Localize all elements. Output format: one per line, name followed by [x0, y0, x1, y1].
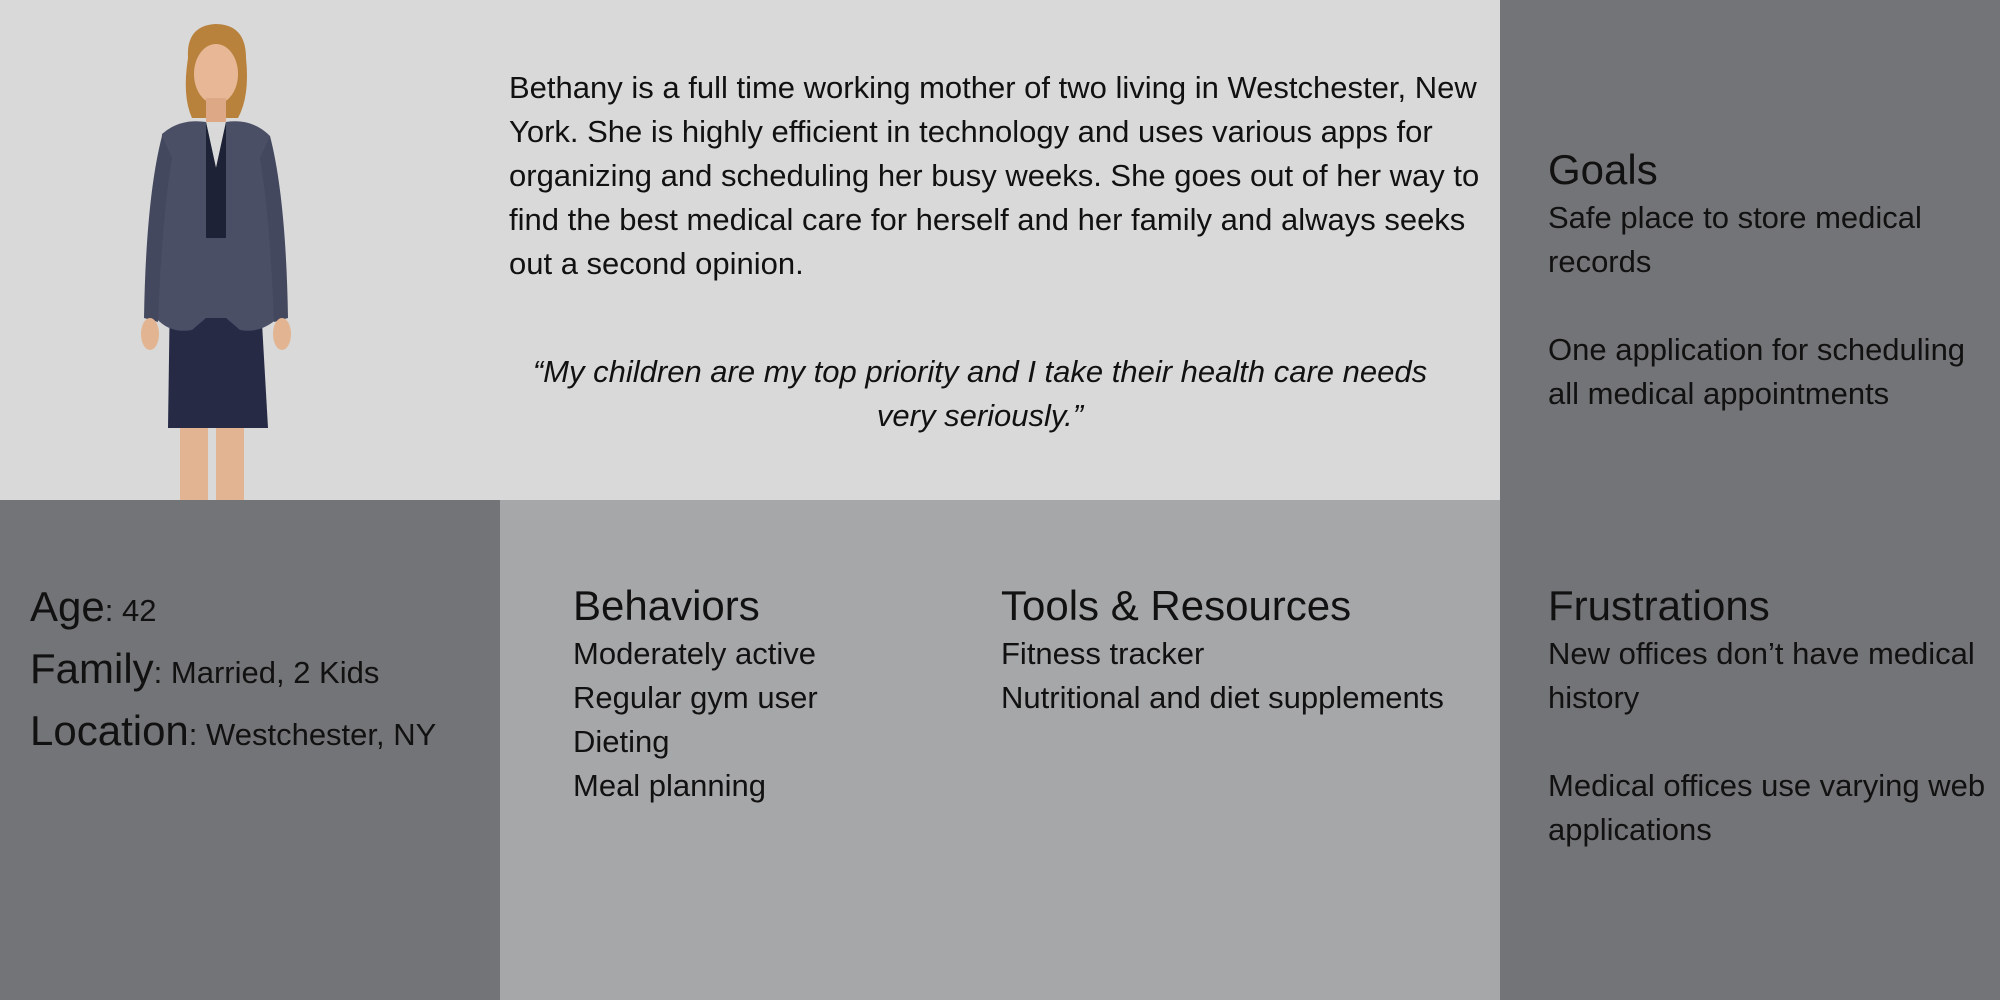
goals-heading: Goals — [1548, 146, 1658, 193]
location-value: : Westchester, NY — [188, 717, 437, 752]
list-item: Regular gym user — [573, 680, 818, 715]
family-row — [30, 640, 436, 702]
list-item: One application for scheduling all medical appointments — [1548, 332, 1966, 411]
tools-heading: Tools & Resources — [1001, 582, 1352, 629]
goals-section — [1548, 144, 1988, 416]
list-item: Nutritional and diet supplements — [1001, 680, 1444, 715]
persona-photo — [110, 18, 310, 500]
list-item: Safe place to store medical records — [1548, 200, 1922, 279]
age-row — [30, 578, 436, 640]
goals-frustrations-panel — [1500, 0, 2000, 1000]
behaviors-heading: Behaviors — [573, 582, 760, 629]
family-value: : Married, 2 Kids — [153, 655, 380, 690]
tools-list — [1001, 632, 1444, 720]
goals-list — [1548, 196, 1988, 416]
behaviors-panel — [500, 500, 1000, 1000]
bio-panel — [500, 0, 1500, 500]
tools-panel — [1000, 500, 1500, 1000]
persona-quote: “My children are my top priority and I take their health care needs very seriously.” — [532, 354, 1428, 433]
list-item: Dieting — [573, 724, 670, 759]
frustrations-heading: Frustrations — [1548, 582, 1770, 629]
frustrations-section — [1548, 580, 1988, 852]
list-item: Moderately active — [573, 636, 816, 671]
list-item: New offices don’t have medical history — [1548, 636, 1975, 715]
family-label: Family — [30, 645, 154, 692]
persona-bio: Bethany is a full time working mother of two living in Westchester, New York. She is highly efficient in technology and uses various apps for organizing and scheduling her busy weeks. She goes out of her way to find the best medical care for herself and her family and always seeks out a second opinion. — [509, 70, 1480, 281]
list-item: Fitness tracker — [1001, 636, 1205, 671]
age-label: Age — [30, 583, 105, 630]
location-row — [30, 702, 436, 764]
behaviors-list — [573, 632, 818, 808]
age-value: : 42 — [104, 593, 157, 628]
list-item: Medical offices use varying web applications — [1548, 768, 1986, 847]
demographics-panel — [0, 500, 500, 1000]
photo-panel — [0, 0, 500, 500]
location-label: Location — [30, 707, 189, 754]
frustrations-list — [1548, 632, 1988, 852]
list-item: Meal planning — [573, 768, 767, 803]
